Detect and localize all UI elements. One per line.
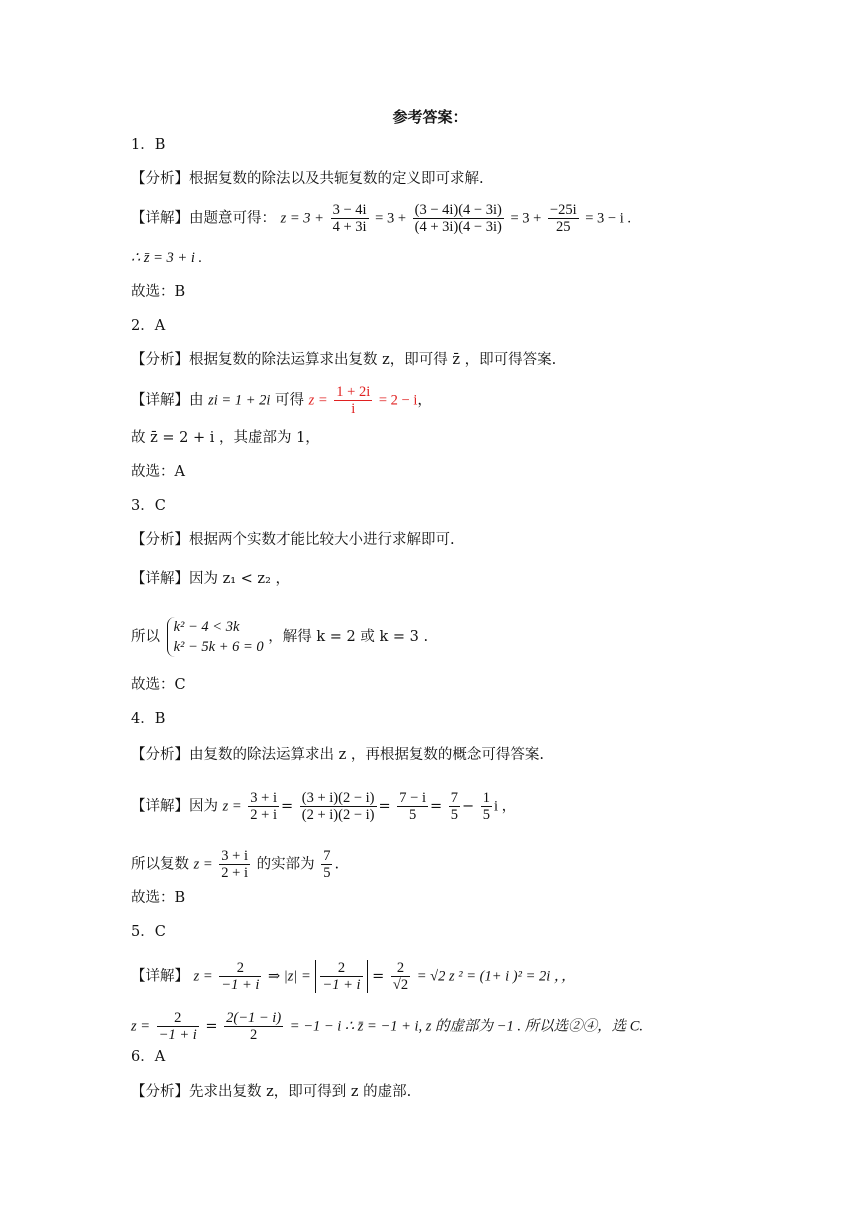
q5-fraction-4: $\frac{2(-1 - i)}{2}$ (226, 1010, 282, 1043)
q1-analysis: 【分析】根据复数的除法以及共轭复数的定义即可求解. (131, 171, 484, 187)
q3-so-prefix: 所以 (131, 629, 160, 645)
q4-so-end: . (334, 856, 340, 873)
q4-real-value: $\frac{7}{5}$ (323, 848, 331, 881)
q1-detail (131, 202, 631, 235)
q4-number: 4．B (131, 711, 166, 727)
q4-real-part (131, 848, 339, 881)
q1-eq-mid: = 3 + (375, 210, 406, 227)
q3-equation-system (167, 617, 264, 657)
q2-red-fraction: $\frac{1 + 2i}{i}$ (336, 384, 371, 417)
q5-l1-b: ⇒ |z| = (268, 968, 311, 985)
q2-number: 2．A (131, 318, 166, 334)
q4-fraction-2: $\frac{(3 + i)(2 - i)}{(2 + i)(2 - i)}$ (301, 790, 375, 823)
q4-so-fraction: $\frac{3 + i}{2 + i}$ (221, 848, 248, 881)
q4-tail: i ， (494, 798, 517, 815)
q4-so-mid: 的实部为 (256, 856, 315, 873)
q5-fraction-3: $\frac{2}{-1 + i}$ (158, 1010, 197, 1043)
q3-system-eq-2: k² − 5k + 6 = 0 (173, 639, 264, 655)
q6-analysis: 【分析】先求出复数 z，即可得到 z 的虚部. (131, 1084, 412, 1100)
q2-analysis: 【分析】根据复数的除法运算求出复数 z，即可得 z̄ ，即可得答案. (131, 352, 557, 368)
q3-system-line (131, 617, 428, 657)
q4-analysis: 【分析】由复数的除法运算求出 z ，再根据复数的概念可得答案. (131, 747, 544, 763)
q4-detail: 【详解】因为 z = $\frac{3 + i}{2 + i}$ = $\frac{(3 + i)(2 - i)}{(2 + i)(2 - i)}$ = $\frac{7 - i}{5}$ = $\frac{7}{5}$ − $\frac{1}{5}$ i ， (131, 790, 517, 823)
q2-answer: 故选：A (131, 464, 185, 480)
q2-detail-mid: 可得 (275, 392, 304, 409)
q3-detail: 【详解】因为 z₁ < z₂ ， (131, 571, 290, 587)
q6-number: 6．A (131, 1049, 166, 1065)
q2-detail (131, 384, 432, 417)
q5-l1-c: = √2 z ² = (1+ i )² = 2i ，， (416, 968, 576, 985)
q3-system-eq-1: k² − 4 < 3k (173, 619, 240, 635)
q1-fraction-2: $\frac{(3 - 4i)(4 - 3i)}{(4 + 3i)(4 - 3i)}$ (414, 202, 502, 235)
q5-fraction-1: $\frac{2}{-1 + i}$ (221, 960, 260, 993)
q1-eq-end: = 3 − i . (585, 210, 632, 227)
q4-fraction-3: $\frac{7 - i}{5}$ (399, 790, 426, 823)
q4-answer: 故选：B (131, 890, 186, 906)
q2-comma: ， (417, 392, 432, 409)
q5-l2-a: z = (131, 1018, 151, 1035)
q1-fraction-1: $\frac{3 - 4i}{4 + 3i}$ (332, 202, 367, 235)
q5-eq-sign: = (372, 968, 385, 985)
q5-l1-a: z = (193, 968, 213, 985)
q4-so-prefix: 所以复数 (131, 856, 189, 873)
q1-number: 1．B (131, 137, 166, 153)
q5-abs-fraction: $\frac{2}{-1 + i}$ (315, 960, 367, 993)
q5-detail-line-2 (131, 1010, 643, 1043)
q5-l2-b: = −1 − i ∴ z̄ = −1 + i, z 的虚部为 −1 . 所以选②④，选 C. (289, 1018, 644, 1035)
q2-detail-eq: zi = 1 + 2i (208, 392, 271, 409)
q2-red-end: = 2 − i (378, 392, 418, 409)
q2-detail-prefix: 【详解】由 (131, 392, 204, 409)
q5-fraction-2: $\frac{2}{√2}$ (392, 960, 409, 993)
q5-eq-sign-2: = (205, 1018, 218, 1035)
q5-number: 5．C (131, 924, 166, 940)
q5-detail-prefix: 【详解】 (131, 968, 189, 985)
q2-red-lhs: z = (308, 392, 328, 409)
q4-detail-prefix: 【详解】因为 (131, 798, 218, 815)
q1-eq-lhs: z = 3 + (280, 210, 324, 227)
q3-so-end: ，解得 k = 2 或 k = 3 . (268, 629, 429, 645)
q4-lhs: z = (222, 798, 242, 815)
q3-answer: 故选：C (131, 677, 186, 693)
q1-conjugate: ∴ z̄ = 3 + i . (131, 250, 203, 266)
q1-detail-prefix: 【详解】由题意可得： (131, 210, 276, 227)
q4-fraction-5: $\frac{1}{5}$ (482, 790, 491, 823)
q2-conjugate: 故 z̄ = 2 + i ，其虚部为 1， (131, 430, 320, 446)
q5-detail-line-1 (131, 960, 576, 993)
q4-so-lhs: z = (193, 856, 213, 873)
q1-fraction-3: $\frac{-25i}{25}$ (549, 202, 577, 235)
q1-eq-mid2: = 3 + (510, 210, 542, 227)
q3-number: 3．C (131, 498, 166, 514)
page-title: 参考答案： (392, 108, 468, 126)
q4-fraction-1: $\frac{3 + i}{2 + i}$ (250, 790, 277, 823)
q3-analysis: 【分析】根据两个实数才能比较大小进行求解即可. (131, 532, 455, 548)
q4-fraction-4: $\frac{7}{5}$ (450, 790, 458, 823)
q1-answer: 故选：B (131, 284, 186, 300)
